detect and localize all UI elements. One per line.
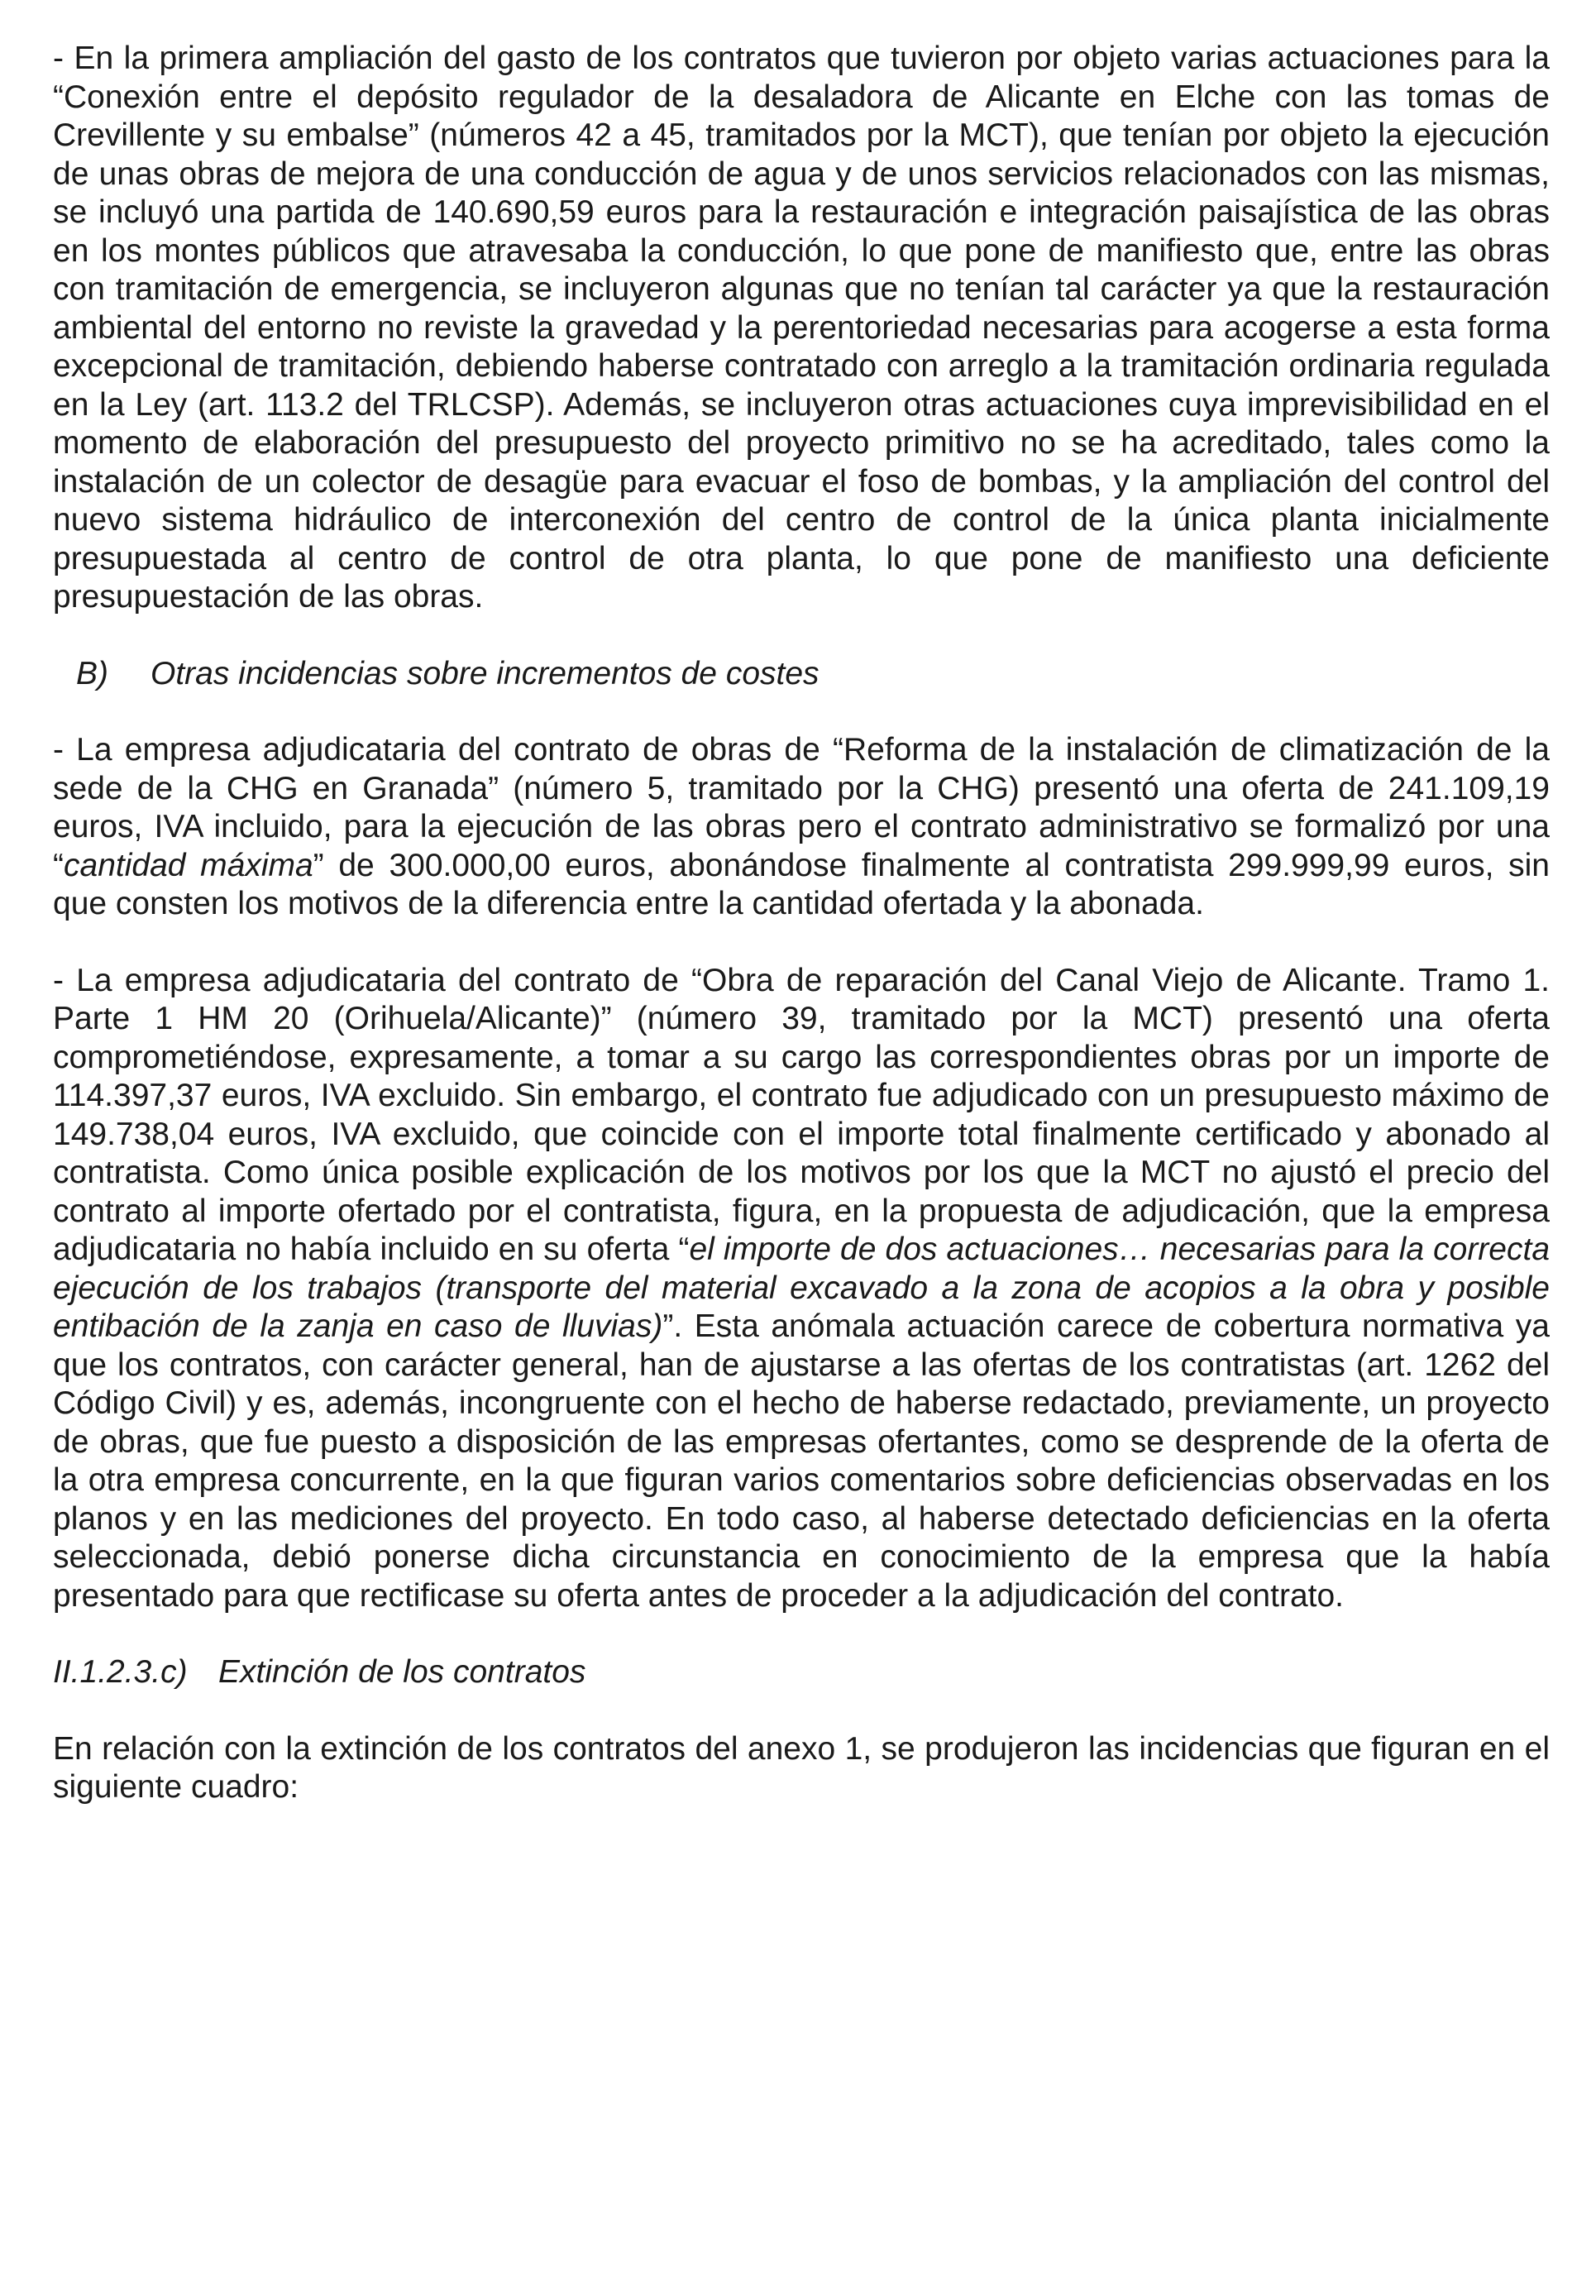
paragraph-canal-viejo-alicante [53, 962, 1550, 1616]
paragraph-ampliacion-gasto: - En la primera ampliación del gasto de los contratos que tuvieron por objeto varias actuaciones para la “Conexión entre el depósito regulador de la desaladora de Alicante en Elche con las tomas de Crevillente y su embalse” (números 42 a 45, tramitados por la MCT), que tenían por objeto la ejecución de unas obras de mejora de una conducción de agua y de unos servicios relacionados con las mismas, se incluyó una partida de 140.690,59 euros para la restauración e integración paisajística de las obras en los montes públicos que atravesaba la conducción, lo que pone de manifiesto que, entre las obras con tramitación de emergencia, se incluyeron algunas que no tenían tal carácter ya que la restauración ambiental del entorno no reviste la gravedad y la perentoriedad necesarias para acogerse a esta forma excepcional de tramitación, debiendo haberse contratado con arreglo a la tramitación ordinaria regulada en la Ley (art. 113.2 del TRLCSP). Además, se incluyeron otras actuaciones cuya imprevisibilidad en el momento de elaboración del presupuesto del proyecto primitivo no se ha acreditado, tales como la instalación de un colector de desagüe para evacuar el foso de bombas, y la ampliación del control del nuevo sistema hidráulico de interconexión del centro de control de la única planta inicialmente presupuestada al centro de control de otra planta, lo que pone de manifiesto una deficiente presupuestación de las obras. [53, 41, 1550, 615]
section-title: Otras incidencias sobre incrementos de costes [151, 655, 820, 691]
paragraph-climatizacion-granada [53, 731, 1550, 924]
paragraph-text: - La empresa adjudicataria del contrato de “Obra de reparación del Canal Viejo de Alicante. Tramo 1. Parte 1 HM 20 (Orihuela/Alicante)” (número 39, tramitado por la MCT) presentó una oferta comprometiéndose, expresamente, a tomar a su cargo las correspondientes obras por un importe de 114.397,37 euros, IVA excluido. Sin embargo, el contrato fue adjudicado con un presupuesto máximo de 149.738,04 euros, IVA excluido, que coincide con el importe total finalmente certificado y abonado al contratista. Como única posible explicación de los motivos por los que la MCT no ajustó el precio del contrato al importe ofertado por el contratista, figura, en la propuesta de adjudicación, que la empresa adjudicataria no había incluido en su oferta “ [53, 962, 1550, 1267]
quoted-italic-text: cantidad máxima [64, 847, 313, 883]
subsection-title: Extinción de los contratos [218, 1654, 586, 1690]
section-heading-b [53, 655, 1550, 694]
section-letter: B) [76, 655, 108, 691]
document-page [53, 40, 1550, 1807]
paragraph-text: ” de 300.000,00 euros, abonándose finalmente al contratista 299.999,99 euros, sin que consten los motivos de la diferencia entre la cantidad ofertada y la abonada. [53, 847, 1550, 921]
subsection-heading-extincion [53, 1653, 1550, 1692]
paragraph-text: - La empresa adjudicataria del contrato de obras de “Reforma de la instalación de climatización de la sede de la CHG en Granada” (número 5, tramitado por la CHG) presentó una oferta de 241.109,19 euros, IVA incluido, para la ejecución de las obras pero el contrato administrativo se formalizó por una “ [53, 732, 1550, 883]
paragraph-extincion-intro: En relación con la extinción de los contratos del anexo 1, se produjeron las incidencias que figuran en el siguiente cuadro: [53, 1730, 1550, 1805]
subsection-code: II.1.2.3.c) [53, 1654, 188, 1690]
paragraph-text: ”. Esta anómala actuación carece de cobertura normativa ya que los contratos, con carácter general, han de ajustarse a las ofertas de los contratistas (art. 1262 del Código Civil) y es, además, incongruente con el hecho de haberse redactado, previamente, un proyecto de obras, que fue puesto a disposición de las empresas ofertantes, como se desprende de la oferta de la otra empresa concurrente, en la que figuran varios comentarios sobre deficiencias observadas en los planos y en las mediciones del proyecto. En todo caso, al haberse detectado deficiencias en la oferta seleccionada, debió ponerse dicha circunstancia en conocimiento de la empresa que la había presentado para que rectificase su oferta antes de proceder a la adjudicación del contrato. [53, 1308, 1550, 1614]
quoted-italic-text: el importe de dos actuaciones… necesarias para la correcta ejecución de los trabajos (transporte del material excavado a la zona de acopios a la obra y posible entibación de la zanja en caso de lluvias) [53, 1232, 1551, 1344]
